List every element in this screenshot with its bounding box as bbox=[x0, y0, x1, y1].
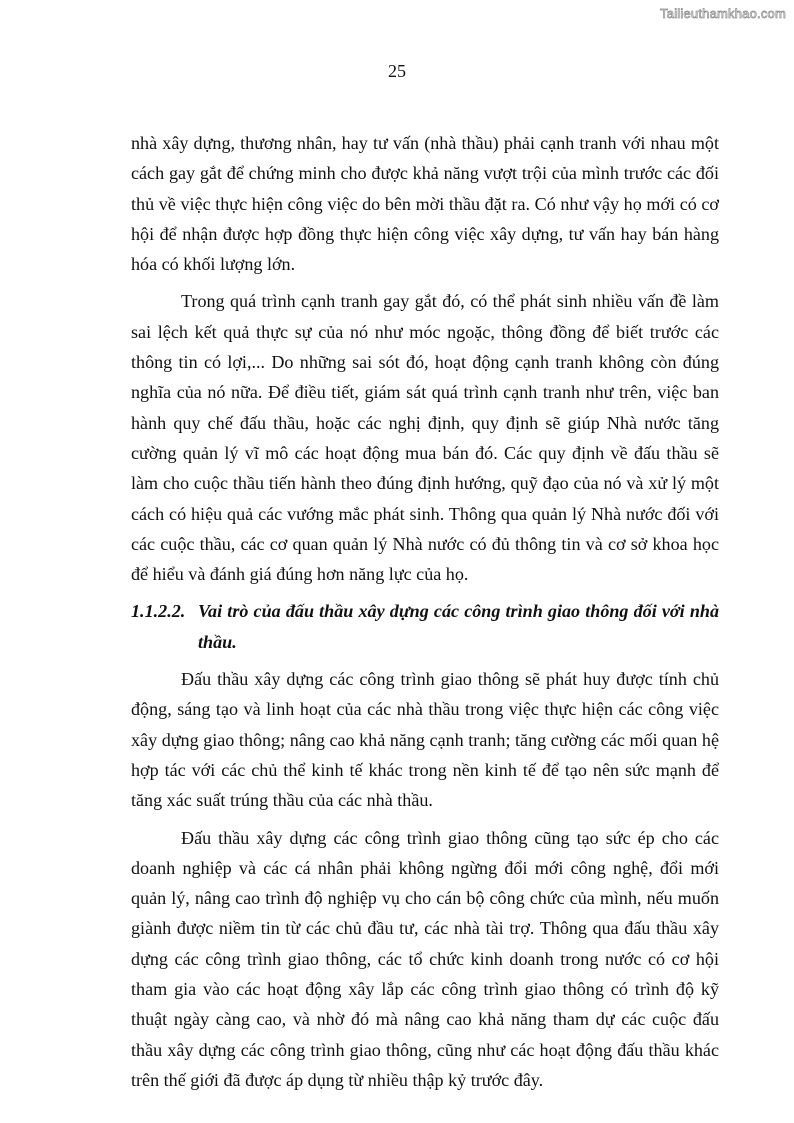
paragraph-continued: nhà xây dựng, thương nhân, hay tư vấn (nhà thầu) phải cạnh tranh với nhau một cách gay gắt để chứng minh cho được khả năng vượt trội của mình trước các đối thủ về việc thực hiện công việc do bên mời thầu đặt ra. Có như vậy họ mới có cơ hội để nhận được hợp đồng thực hiện công việc xây dựng, tư vấn hay bán hàng hóa có khối lượng lớn. bbox=[131, 133, 719, 275]
watermark: Tailieuthamkhao.com bbox=[660, 6, 786, 21]
paragraph: Trong quá trình cạnh tranh gay gắt đó, có thể phát sinh nhiều vấn đề làm sai lệch kết quả thực sự của nó như móc ngoặc, thông đồng để biết trước các thông tin có lợi,... Do những sai sót đó, hoạt động cạnh tranh không còn đúng nghĩa của nó nữa. Để điều tiết, giám sát quá trình cạnh tranh như trên, việc ban hành quy chế đấu thầu, hoặc các nghị định, quy định sẽ giúp Nhà nước tăng cường quản lý vĩ mô các hoạt động mua bán đó. Các quy định về đấu thầu sẽ làm cho cuộc thầu tiến hành theo đúng định hướng, quỹ đạo của nó và xử lý một cách có hiệu quả các vướng mắc phát sinh. Thông qua quản lý Nhà nước đối với các cuộc thầu, các cơ quan quản lý Nhà nước có đủ thông tin và cơ sở khoa học để hiểu và đánh giá đúng hơn năng lực của họ. bbox=[131, 291, 719, 585]
paragraph: Đấu thầu xây dựng các công trình giao thông sẽ phát huy được tính chủ động, sáng tạo và linh hoạt của các nhà thầu trong việc thực hiện các công việc xây dựng giao thông; nâng cao khả năng cạnh tranh; tăng cường các mối quan hệ hợp tác với các chủ thể kinh tế khác trong nền kinh tế để tạo nên sức mạnh để tăng xác suất trúng thầu của các nhà thầu. bbox=[131, 669, 719, 811]
paragraph: Đấu thầu xây dựng các công trình giao thông cũng tạo sức ép cho các doanh nghiệp và các cá nhân phải không ngừng đổi mới công nghệ, đổi mới quản lý, nâng cao trình độ nghiệp vụ cho cán bộ công chức của mình, nếu muốn giành được niềm tin từ các chủ đầu tư, các nhà tài trợ. Thông qua đấu thầu xây dựng các công trình giao thông, các tổ chức kinh doanh trong nước có cơ hội tham gia vào các hoạt động xây lắp các công trình giao thông có trình độ kỹ thuật ngày càng cao, và nhờ đó mà nâng cao khả năng tham dự các cuộc đấu thầu xây dựng các công trình giao thông, cũng như các hoạt động đấu thầu khác trên thế giới đã được áp dụng từ nhiều thập kỷ trước đây. bbox=[131, 827, 719, 1090]
document-body bbox=[131, 128, 719, 1102]
section-heading bbox=[131, 596, 719, 657]
page-number: 25 bbox=[388, 61, 406, 81]
section-title: Vai trò của đấu thầu xây dựng các công trình giao thông đối với nhà thầu. bbox=[198, 601, 719, 652]
section-number: 1.1.2.2. bbox=[131, 601, 186, 622]
